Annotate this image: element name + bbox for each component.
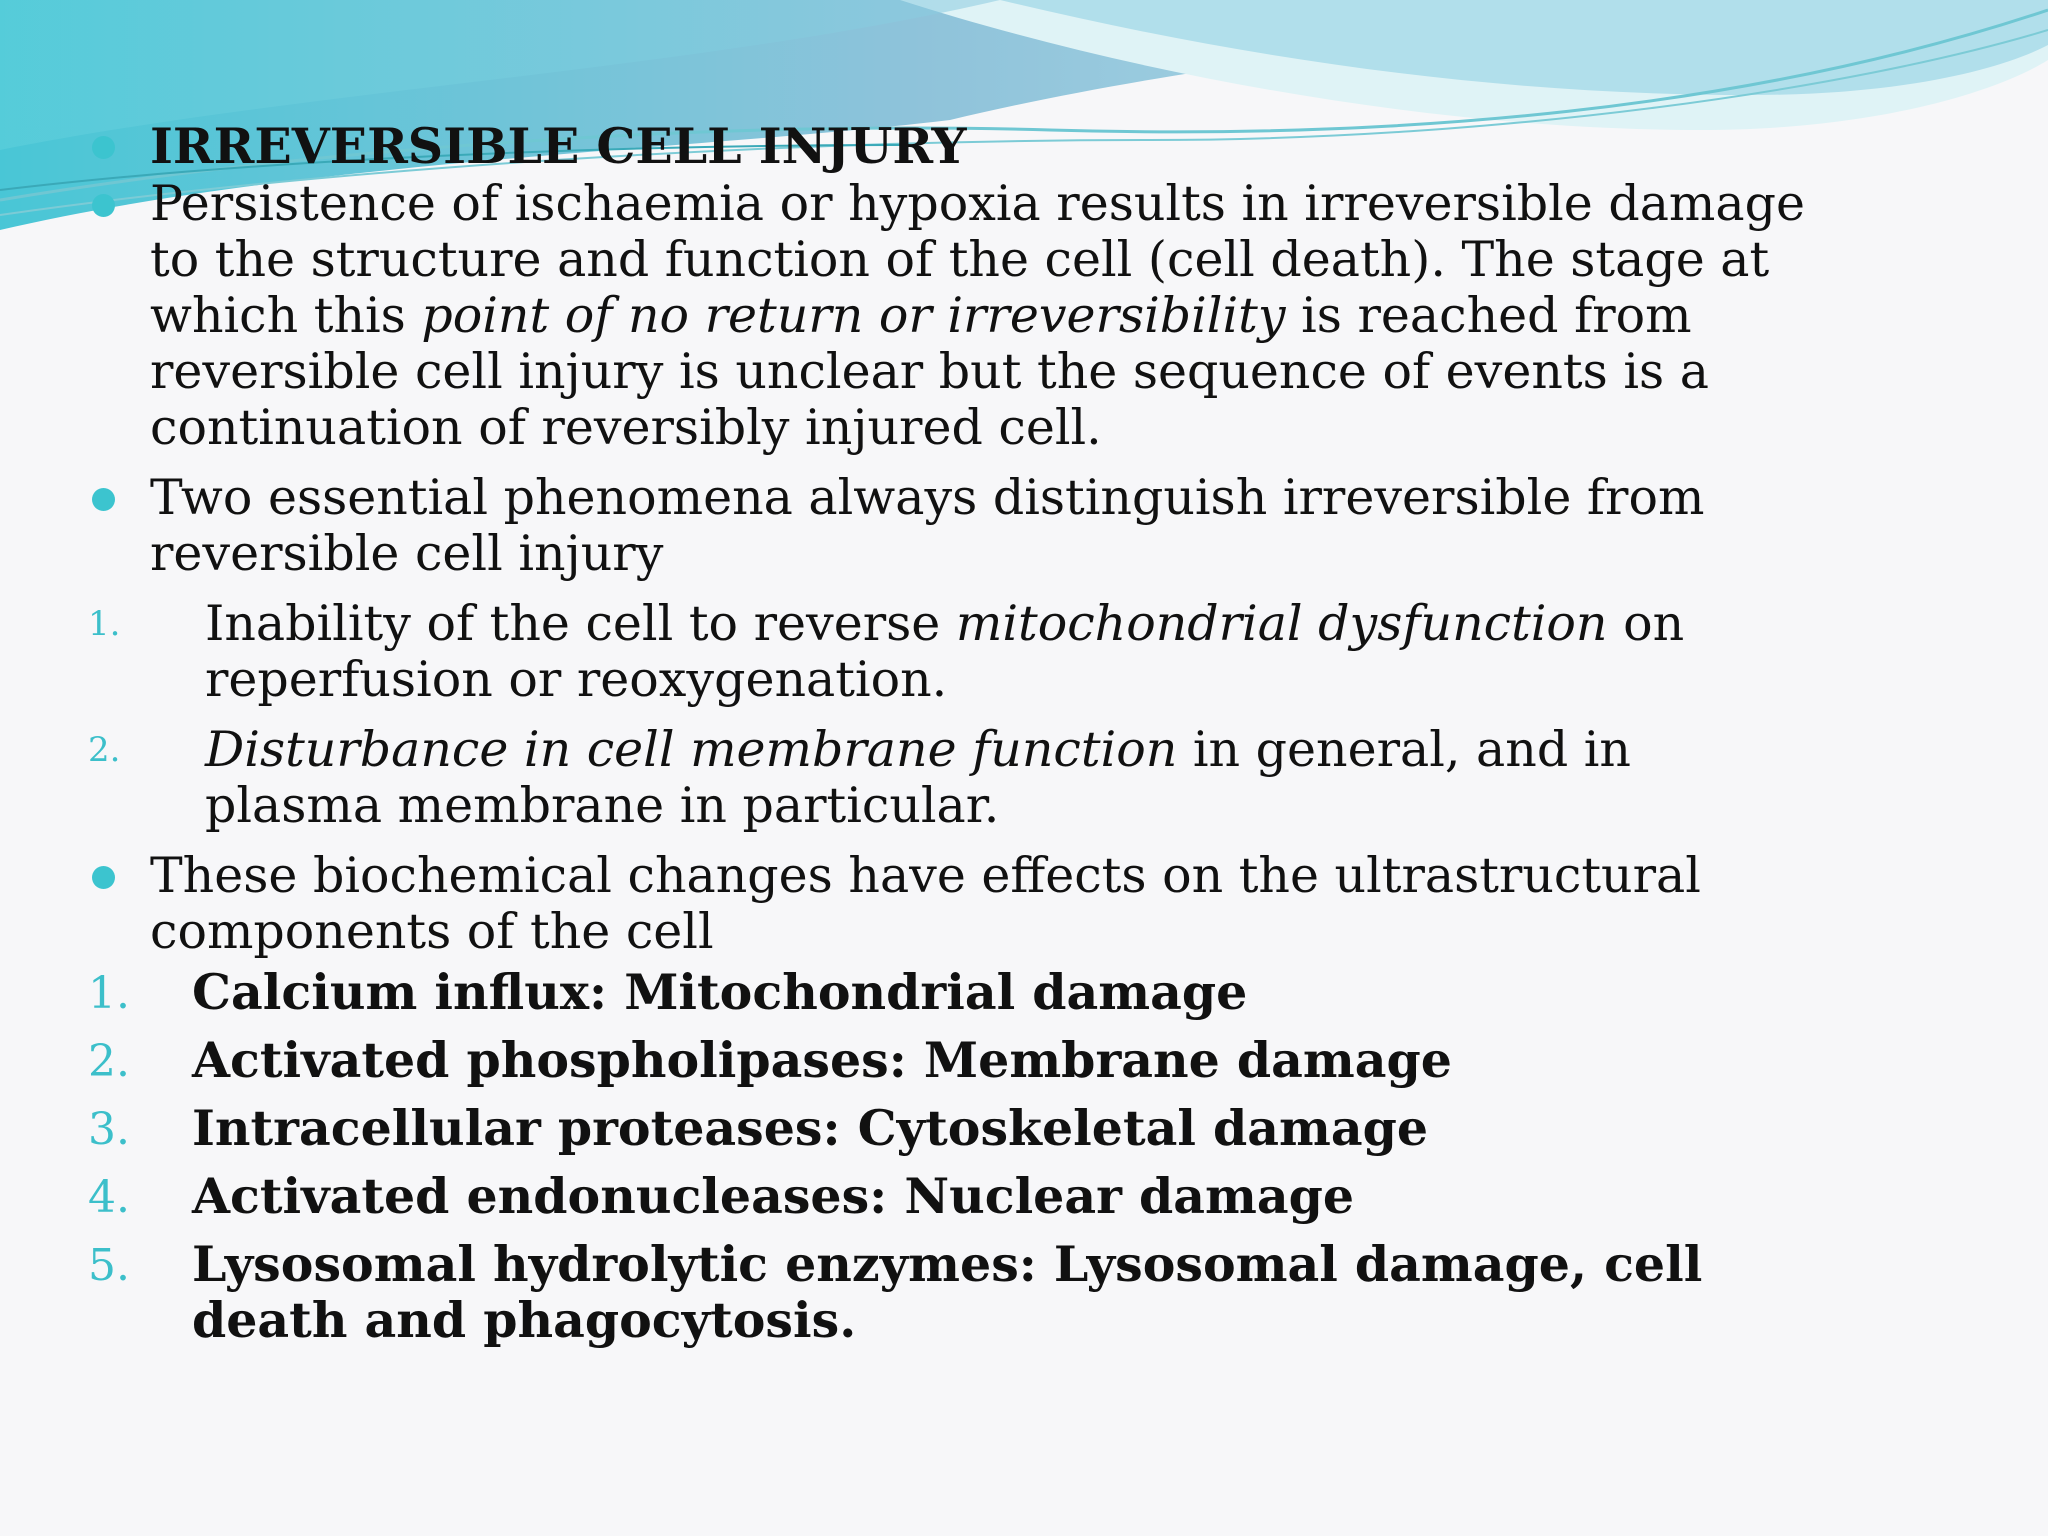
list-number: 1. [88,968,130,1019]
bullet-title [0,118,2048,174]
bullet-two-phenomena [0,470,2048,582]
bullet-dot-icon [92,136,115,159]
phenomenon-item [0,596,2048,708]
slide-title: IRREVERSIBLE CELL INJURY [150,117,967,175]
list-number: 2. [88,730,121,770]
list-number: 4. [88,1172,130,1223]
bullet-dot-icon [92,488,115,511]
effect-text: Calcium influx: Mitochondrial damage [192,963,1248,1021]
bullet-biochemical [0,848,2048,960]
phenomenon-text: Disturbance in cell membrane function in general, and in plasma membrane in particular. [205,721,1631,834]
para-persistence: Persistence of ischaemia or hypoxia results in irreversible damage to the structure and function of the cell (cell death). The stage at which this point of no return or irreversibility is reached from reversible cell injury is unclear but the sequence of events is a continuation of reversibly injured cell. [150,175,1805,456]
effect-text: Activated phospholipases: Membrane damage [192,1031,1452,1089]
list-number: 5. [88,1240,130,1291]
list-number: 3. [88,1104,130,1155]
effect-text: Activated endonucleases: Nuclear damage [192,1167,1355,1225]
list-number: 1. [88,604,121,644]
para-two-phenomena: Two essential phenomena always distinguish irreversible from reversible cell injury [150,469,1705,582]
bullet-persistence [0,176,2048,456]
effect-item [0,964,2048,1020]
phenomenon-item [0,722,2048,834]
list-number: 2. [88,1036,130,1087]
effect-item [0,1100,2048,1156]
bullet-dot-icon [92,194,115,217]
effect-text: Intracellular proteases: Cytoskeletal damage [192,1099,1429,1157]
effect-item [0,1168,2048,1224]
para-biochemical: These biochemical changes have effects on the ultrastructural components of the cell [150,847,1701,960]
bullet-dot-icon [92,866,115,889]
phenomenon-text: Inability of the cell to reverse mitochondrial dysfunction on reperfusion or reoxygenation. [205,595,1685,708]
effect-text: Lysosomal hydrolytic enzymes: Lysosomal damage, cell death and phagocytosis. [192,1235,1703,1349]
effect-item [0,1236,2048,1348]
slide-content [0,118,2048,1348]
effect-item [0,1032,2048,1088]
